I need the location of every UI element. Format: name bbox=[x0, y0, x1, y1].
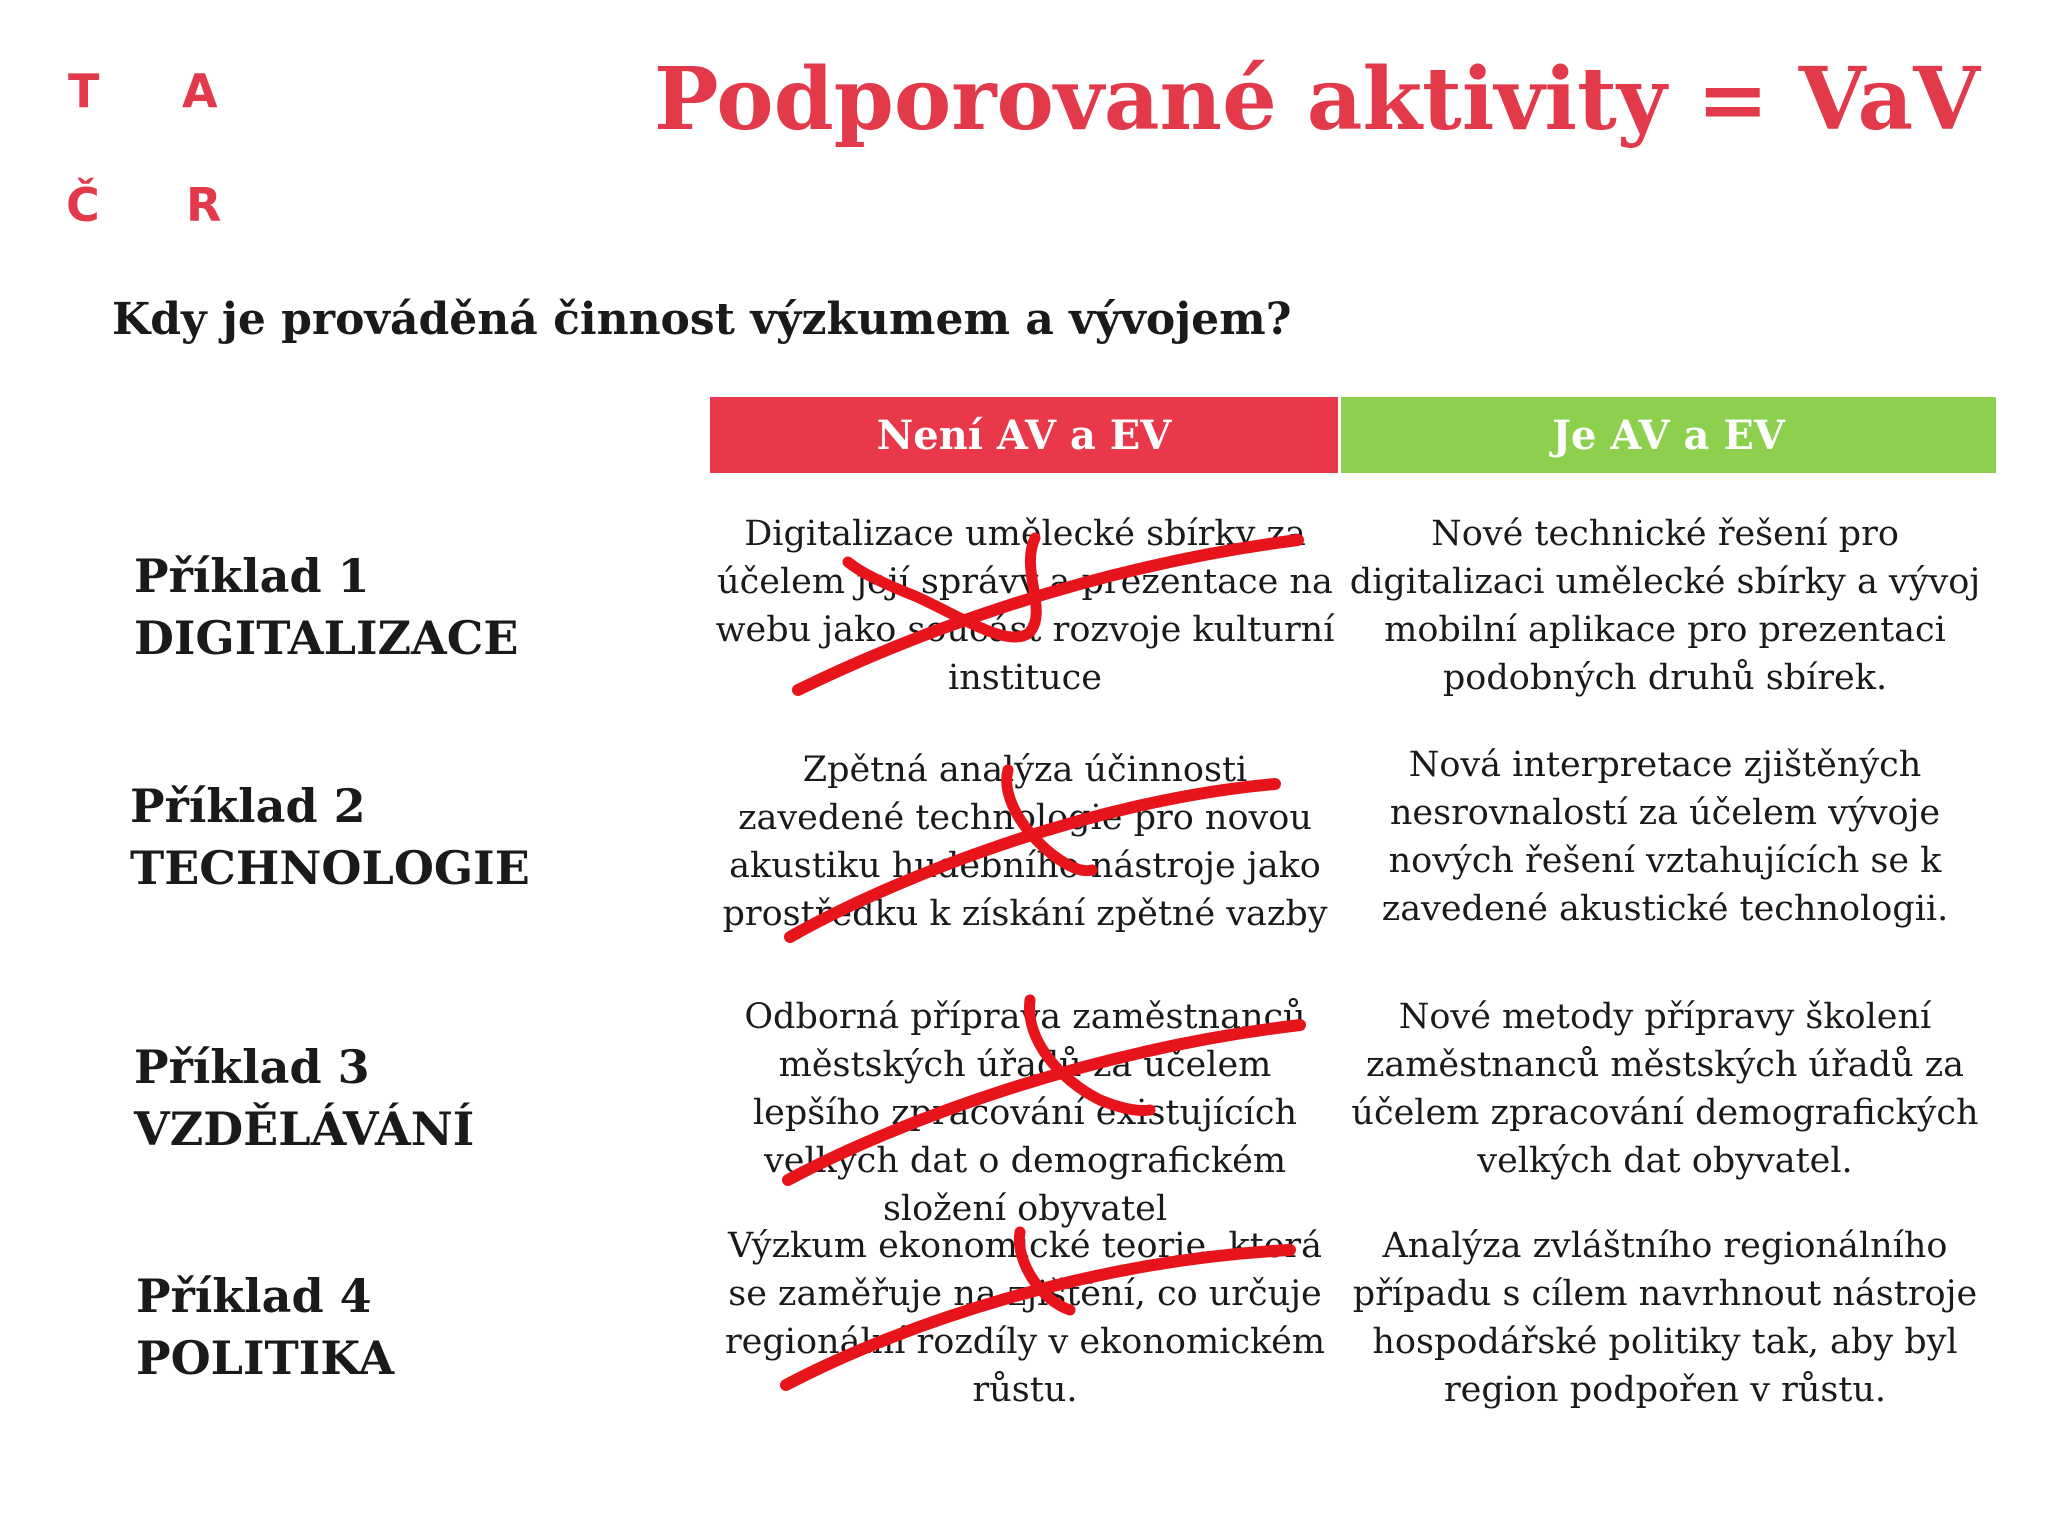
example-category: TECHNOLOGIE bbox=[130, 841, 530, 895]
logo-letter-a: A bbox=[182, 64, 218, 118]
example-2-is-rd-text: Nová interpretace zjištěných nesrovnalostí za účelem vývoje nových řešení vztahujících se k zavedené akustické technologii. bbox=[1381, 745, 1949, 929]
logo-letter-t: T bbox=[68, 64, 100, 118]
column-header-is-rd: Je AV a EV bbox=[1341, 397, 1996, 473]
example-4-title bbox=[136, 1265, 394, 1389]
example-label: Příklad 4 bbox=[136, 1269, 372, 1323]
example-label: Příklad 2 bbox=[130, 779, 366, 833]
example-3-title bbox=[134, 1036, 474, 1160]
example-1-title bbox=[134, 545, 518, 669]
logo-letter-r: R bbox=[186, 178, 222, 232]
example-3-not-rd-text: Odborná příprava zaměstnanců městských úřadů za účelem lepšího zpracování existujících velkých dat o demografickém složení obyvatel bbox=[744, 997, 1306, 1229]
example-category: POLITIKA bbox=[136, 1331, 395, 1385]
example-category: DIGITALIZACE bbox=[134, 611, 519, 665]
question-heading: Kdy je prováděná činnost výzkumem a vývojem? bbox=[112, 294, 1292, 345]
example-2-not-rd-text: Zpětná analýza účinnosti zavedené technologie pro novou akustiku hudebního nástroje jako prostředku k získání zpětné vazby bbox=[722, 750, 1328, 934]
column-header-not-rd: Není AV a EV bbox=[710, 397, 1338, 473]
example-4-is-rd-text: Analýza zvláštního regionálního případu s cílem navrhnout nástroje hospodářské politiky tak, aby byl region podpořen v růstu. bbox=[1352, 1226, 1978, 1410]
slide-title: Podporované aktivity = VaV bbox=[653, 49, 1980, 150]
example-4-not-rd-text: Výzkum ekonomické teorie, která se zaměřuje na zjištění, co určuje regionální rozdíly v ekonomickém růstu. bbox=[724, 1226, 1326, 1410]
example-1-not-rd-text: Digitalizace umělecké sbírky za účelem její správy a prezentace na webu jako součást rozvoje kulturní instituce bbox=[715, 514, 1335, 698]
example-label: Příklad 1 bbox=[134, 549, 370, 603]
logo-letter-c: Č bbox=[66, 178, 100, 232]
example-label: Příklad 3 bbox=[134, 1040, 370, 1094]
example-3-is-rd-text: Nové metody přípravy školení zaměstnanců městských úřadů za účelem zpracování demografických velkých dat obyvatel. bbox=[1351, 997, 1979, 1181]
example-category: VZDĚLÁVÁNÍ bbox=[134, 1102, 475, 1156]
example-2-title bbox=[130, 775, 530, 899]
example-1-is-rd-text: Nové technické řešení pro digitalizaci umělecké sbírky a vývoj mobilní aplikace pro prezentaci podobných druhů sbírek. bbox=[1349, 514, 1981, 698]
